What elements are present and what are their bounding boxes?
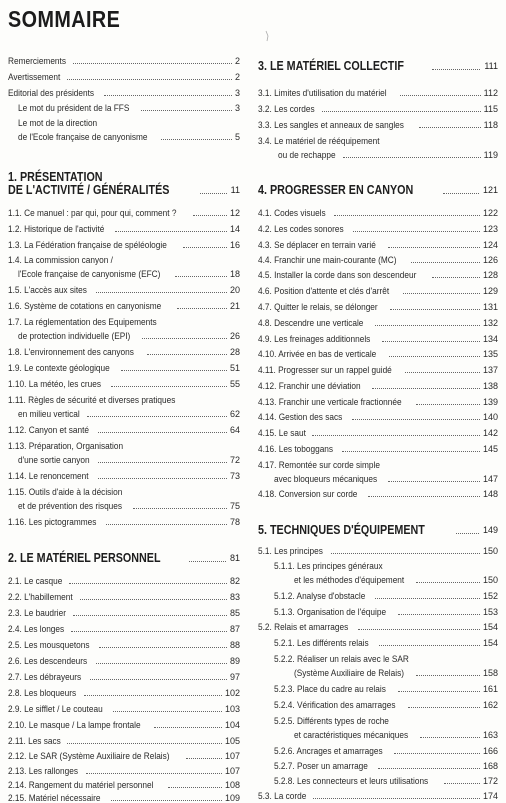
toc-entry-line: 5.1.1. Les principes généraux xyxy=(274,561,383,571)
toc-entry[interactable]: 4.3. Se déplacer en terrain varié 124 xyxy=(258,240,498,250)
section-3-heading[interactable]: 3. LE MATÉRIEL COLLECTIF 111 xyxy=(258,59,498,73)
ink-mark xyxy=(264,30,272,42)
toc-entry[interactable]: 5.2.7. Poser un amarrage 168 xyxy=(274,761,498,771)
toc-entry[interactable]: 4.15. Le saut 142 xyxy=(258,428,498,438)
toc-entry[interactable]: 2.14. Rangement du matériel personnel 108 xyxy=(8,780,240,790)
toc-entry[interactable]: (Système Auxiliaire de Relais) 158 xyxy=(294,668,498,678)
toc-entry[interactable]: de l'Ecole française de canyonisme 5 xyxy=(18,132,240,142)
toc-entry[interactable]: 5.2.6. Ancrages et amarrages 166 xyxy=(274,746,498,756)
toc-entry[interactable]: d'une sortie canyon 72 xyxy=(18,455,240,465)
toc-entry[interactable]: Editorial des présidents 3 xyxy=(8,88,240,98)
toc-entry[interactable]: 1.8. L'environnement des canyons 28 xyxy=(8,347,240,357)
toc-entry[interactable]: 2.3. Le baudrier 85 xyxy=(8,608,240,618)
toc-entry[interactable]: 1.2. Historique de l'activité 14 xyxy=(8,224,240,234)
toc-entry[interactable]: 2.12. Le SAR (Système Auxiliaire de Relais) 107 xyxy=(8,751,240,761)
toc-entry[interactable]: 2.8. Les bloqueurs 102 xyxy=(8,688,240,698)
toc-entry[interactable]: 4.2. Les codes sonores 123 xyxy=(258,224,498,234)
toc-entry[interactable]: 1.5. L'accès aux sites 20 xyxy=(8,285,240,295)
toc-entry[interactable]: 4.4. Franchir une main-courante (MC) 126 xyxy=(258,255,498,265)
section-4-heading[interactable]: 4. PROGRESSER EN CANYON 121 xyxy=(258,183,498,197)
toc-entry[interactable]: 1.3. La Fédération française de spéléologie 16 xyxy=(8,240,240,250)
toc-entry[interactable]: 5.2.8. Les connecteurs et leurs utilisations 172 xyxy=(274,776,498,786)
toc-entry[interactable]: 1.9. Le contexte géologique 51 xyxy=(8,363,240,373)
toc-entry[interactable]: Le mot du président de la FFS 3 xyxy=(18,103,240,113)
section-2-heading[interactable]: 2. LE MATÉRIEL PERSONNEL 81 xyxy=(8,551,240,565)
toc-entry[interactable]: 1.6. Système de cotations en canyonisme 21 xyxy=(8,301,240,311)
toc-entry[interactable]: 4.14. Gestion des sacs 140 xyxy=(258,412,498,422)
toc-entry-line: 1.7. La réglementation des Equipements xyxy=(8,317,157,327)
toc-entry[interactable]: 4.7. Quitter le relais, se délonger 131 xyxy=(258,302,498,312)
toc-entry-line: 4.17. Remontée sur corde simple xyxy=(258,460,380,470)
toc-entry[interactable]: 4.9. Les freinages additionnels 134 xyxy=(258,334,498,344)
toc-entry[interactable]: 1.12. Canyon et santé 64 xyxy=(8,425,240,435)
toc-entry[interactable]: 4.10. Arrivée en bas de verticale 135 xyxy=(258,349,498,359)
toc-entry-line: Le mot de la direction xyxy=(18,118,98,128)
toc-entry[interactable]: 5.1. Les principes 150 xyxy=(258,546,498,556)
toc-entry[interactable]: en milieu vertical 62 xyxy=(18,409,240,419)
toc-entry[interactable]: 5.1.2. Analyse d'obstacle 152 xyxy=(274,591,498,601)
toc-entry[interactable]: 2.4. Les longes 87 xyxy=(8,624,240,634)
toc-entry[interactable]: 4.1. Codes visuels 122 xyxy=(258,208,498,218)
toc-entry[interactable]: 2.6. Les descendeurs 89 xyxy=(8,656,240,666)
toc-entry[interactable]: Avertissement 2 xyxy=(8,72,240,82)
toc-entry[interactable]: 2.2. L'habillement 83 xyxy=(8,592,240,602)
toc-entry[interactable]: et les méthodes d'équipement 150 xyxy=(294,575,498,585)
toc-entry[interactable]: 3.3. Les sangles et anneaux de sangles 118 xyxy=(258,120,498,130)
toc-entry[interactable]: 4.12. Franchir une déviation 138 xyxy=(258,381,498,391)
toc-entry[interactable]: 1.14. Le renoncement 73 xyxy=(8,471,240,481)
toc-entry[interactable]: 4.16. Les toboggans 145 xyxy=(258,444,498,454)
toc-entry-line: 1.4. La commission canyon / xyxy=(8,255,113,265)
toc-entry[interactable]: 3.1. Limites d'utilisation du matériel 112 xyxy=(258,88,498,98)
toc-entry-line: 1.13. Préparation, Organisation xyxy=(8,441,124,451)
toc-entry[interactable]: 5.3. La corde 174 xyxy=(258,791,498,801)
toc-entry[interactable]: ou de rechappe 119 xyxy=(278,150,498,160)
toc-entry-line: 1.11. Règles de sécurité et diverses pratiques xyxy=(8,395,176,405)
section-1-title: 1. PRÉSENTATION xyxy=(8,170,103,184)
section-5-heading[interactable]: 5. TECHNIQUES D'ÉQUIPEMENT 149 xyxy=(258,523,498,537)
toc-entry[interactable]: 3.2. Les cordes 115 xyxy=(258,104,498,114)
toc-entry[interactable]: et caractéristiques mécaniques 163 xyxy=(294,730,498,740)
toc-entry[interactable]: 4.8. Descendre une verticale 132 xyxy=(258,318,498,328)
toc-entry[interactable]: 2.1. Le casque 82 xyxy=(8,576,240,586)
toc-entry[interactable]: 2.5. Les mousquetons 88 xyxy=(8,640,240,650)
toc-entry[interactable]: 2.11. Les sacs 105 xyxy=(8,736,240,746)
toc-entry[interactable]: 4.6. Position d'attente et clés d'arrêt 129 xyxy=(258,286,498,296)
toc-entry[interactable]: Remerciements 2 xyxy=(8,56,240,66)
toc-entry-line: 3.4. Le matériel de rééquipement xyxy=(258,136,380,146)
toc-entry[interactable]: 4.11. Progresser sur un rappel guidé 137 xyxy=(258,365,498,375)
toc-entry-line: 5.2.2. Réaliser un relais avec le SAR xyxy=(274,654,409,664)
toc-entry[interactable]: 5.2. Relais et amarrages 154 xyxy=(258,622,498,632)
toc-entry[interactable]: 4.5. Installer la corde dans son descendeur 128 xyxy=(258,270,498,280)
toc-entry[interactable]: avec bloqueurs mécaniques 147 xyxy=(274,474,498,484)
toc-entry-line: 5.2.5. Différents types de roche xyxy=(274,716,389,726)
toc-entry[interactable]: 5.2.3. Place du cadre au relais 161 xyxy=(274,684,498,694)
toc-entry[interactable]: 2.9. Le sifflet / Le couteau 103 xyxy=(8,704,240,714)
toc-entry[interactable]: et de prévention des risques 75 xyxy=(18,501,240,511)
toc-entry-line: 1.15. Outils d'aide à la décision xyxy=(8,487,123,497)
page-title: SOMMAIRE xyxy=(8,6,121,32)
toc-entry[interactable]: 1.1. Ce manuel : par qui, pour qui, comment ? 12 xyxy=(8,208,240,218)
toc-entry[interactable]: 5.2.4. Vérification des amarrages 162 xyxy=(274,700,498,710)
toc-entry[interactable]: 1.10. La météo, les crues 55 xyxy=(8,379,240,389)
toc-entry[interactable]: l'Ecole française de canyonisme (EFC) 18 xyxy=(18,269,240,279)
toc-entry[interactable]: de protection individuelle (EPI) 26 xyxy=(18,331,240,341)
toc-entry[interactable]: 1.16. Les pictogrammes 78 xyxy=(8,517,240,527)
toc-entry[interactable]: 2.10. Le masque / La lampe frontale 104 xyxy=(8,720,240,730)
section-1-heading[interactable]: DE L'ACTIVITÉ / GÉNÉRALITÉS 11 xyxy=(8,183,240,197)
toc-entry[interactable]: 2.7. Les débrayeurs 97 xyxy=(8,672,240,682)
toc-entry[interactable]: 2.13. Les rallonges 107 xyxy=(8,766,240,776)
toc-entry[interactable]: 5.1.3. Organisation de l'équipe 153 xyxy=(274,607,498,617)
toc-entry[interactable]: 2.15. Matériel nécessaire 109 xyxy=(8,793,240,803)
toc-entry[interactable]: 4.18. Conversion sur corde 148 xyxy=(258,489,498,499)
toc-entry[interactable]: 4.13. Franchir une verticale fractionnée 139 xyxy=(258,397,498,407)
toc-entry[interactable]: 5.2.1. Les différents relais 154 xyxy=(274,638,498,648)
